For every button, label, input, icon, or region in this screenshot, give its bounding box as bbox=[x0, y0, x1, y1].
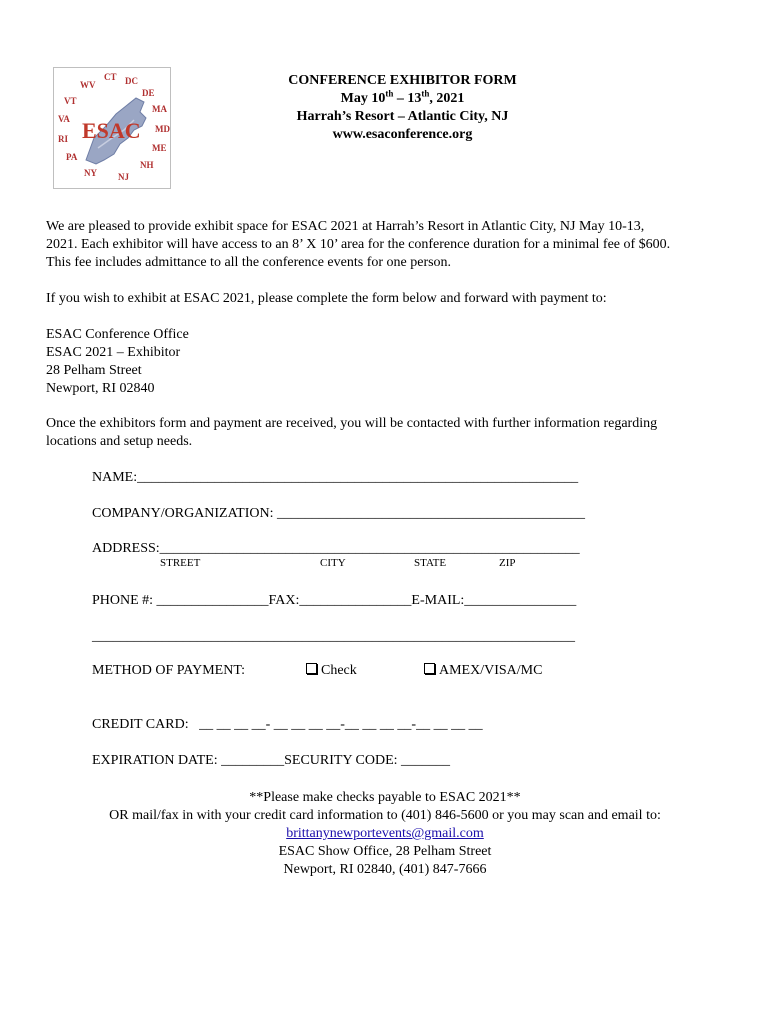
notice-paragraph bbox=[46, 415, 736, 451]
address-line-2: ESAC 2021 – Exhibitor bbox=[46, 345, 181, 360]
footer-checks-note: **Please make checks payable to ESAC 2021** bbox=[249, 790, 521, 805]
footer-city-phone: Newport, RI 02840, (401) 847-7666 bbox=[283, 862, 487, 877]
notice-line-2: locations and setup needs. bbox=[46, 434, 193, 449]
logo-center-text: ESAC bbox=[82, 118, 141, 143]
card-checkbox[interactable] bbox=[424, 663, 435, 674]
intro-line-1: We are pleased to provide exhibit space for ESAC 2021 at Harrah’s Resort in Atlantic City, NJ May 10-13, bbox=[46, 219, 645, 234]
ring-dc: DC bbox=[125, 76, 138, 86]
address-line-1: ESAC Conference Office bbox=[46, 327, 189, 342]
expiration-security-field[interactable]: EXPIRATION DATE: _________SECURITY CODE: _______ bbox=[92, 753, 451, 768]
ring-nh: NH bbox=[140, 160, 154, 170]
credit-card-field[interactable]: CREDIT CARD: __ __ __ __- __ __ __ __-__ __ __ __-__ __ __ __ bbox=[92, 717, 483, 732]
payment-method-label: METHOD OF PAYMENT: bbox=[92, 663, 246, 678]
name-field[interactable]: NAME:_______________________________________________________________ bbox=[92, 470, 579, 485]
card-label: AMEX/VISA/MC bbox=[439, 663, 543, 678]
address-line-3: 28 Pelham Street bbox=[46, 363, 142, 378]
address-sub-street: STREET bbox=[160, 557, 201, 569]
instructions-paragraph: If you wish to exhibit at ESAC 2021, please complete the form below and forward with payment to: bbox=[46, 291, 607, 306]
intro-line-2: 2021. Each exhibitor will have access to an 8’ X 10’ area for the conference duration for a minimal fee of $600. bbox=[46, 237, 671, 252]
dates-start: May 10 bbox=[340, 91, 386, 106]
ring-ct: CT bbox=[104, 72, 117, 82]
payment-option-check[interactable] bbox=[306, 662, 357, 680]
ring-de: DE bbox=[142, 88, 155, 98]
esac-logo bbox=[53, 67, 171, 189]
payment-option-card[interactable] bbox=[424, 662, 542, 680]
dates-year: , 2021 bbox=[429, 91, 465, 106]
extra-blank-line[interactable]: _____________________________________________________________________ bbox=[92, 629, 575, 644]
address-sub-state: STATE bbox=[414, 557, 447, 569]
address-field[interactable]: ADDRESS:____________________________________________________________ bbox=[92, 541, 580, 556]
ring-ma: MA bbox=[152, 104, 167, 114]
intro-line-3: This fee includes admittance to all the conference events for one person. bbox=[46, 255, 452, 270]
ring-ny: NY bbox=[84, 168, 97, 178]
ring-vt: VT bbox=[64, 96, 77, 106]
mailing-address bbox=[46, 326, 736, 398]
address-sub-city: CITY bbox=[320, 557, 346, 569]
contact-email-link[interactable]: brittanynewportevents@gmail.com bbox=[286, 826, 484, 841]
esac-logo-graphic bbox=[54, 68, 170, 188]
notice-line-1: Once the exhibitors form and payment are received, you will be contacted with further information regarding bbox=[46, 416, 658, 431]
ring-va: VA bbox=[58, 114, 70, 124]
ring-wv: WV bbox=[80, 80, 96, 90]
check-checkbox[interactable] bbox=[306, 663, 317, 674]
address-sub-zip: ZIP bbox=[499, 557, 516, 569]
event-website[interactable]: www.esaconference.org bbox=[332, 127, 473, 142]
dates-sup-2: th bbox=[421, 88, 430, 99]
ring-me: ME bbox=[152, 143, 167, 153]
intro-paragraph bbox=[46, 218, 736, 272]
form-header bbox=[215, 72, 590, 144]
ring-ri: RI bbox=[58, 134, 69, 144]
event-venue: Harrah’s Resort – Atlantic City, NJ bbox=[296, 109, 509, 124]
phone-fax-email-field[interactable]: PHONE #: ________________FAX:________________E-MAIL:________________ bbox=[92, 593, 577, 608]
footer-office: ESAC Show Office, 28 Pelham Street bbox=[278, 844, 492, 859]
footer-mail-note: OR mail/fax in with your credit card information to (401) 846-5600 or you may scan and email to: bbox=[109, 808, 661, 823]
dates-end: – 13 bbox=[393, 91, 422, 106]
ring-md: MD bbox=[155, 124, 170, 134]
footer-notes bbox=[40, 789, 730, 879]
ring-nj: NJ bbox=[118, 172, 129, 182]
address-line-4: Newport, RI 02840 bbox=[46, 381, 155, 396]
event-dates bbox=[215, 90, 590, 108]
check-label: Check bbox=[321, 663, 357, 678]
form-title: CONFERENCE EXHIBITOR FORM bbox=[288, 73, 517, 88]
dates-sup-1: th bbox=[385, 88, 394, 99]
company-field[interactable]: COMPANY/ORGANIZATION: ____________________________________________ bbox=[92, 506, 585, 521]
ring-pa: PA bbox=[66, 152, 78, 162]
